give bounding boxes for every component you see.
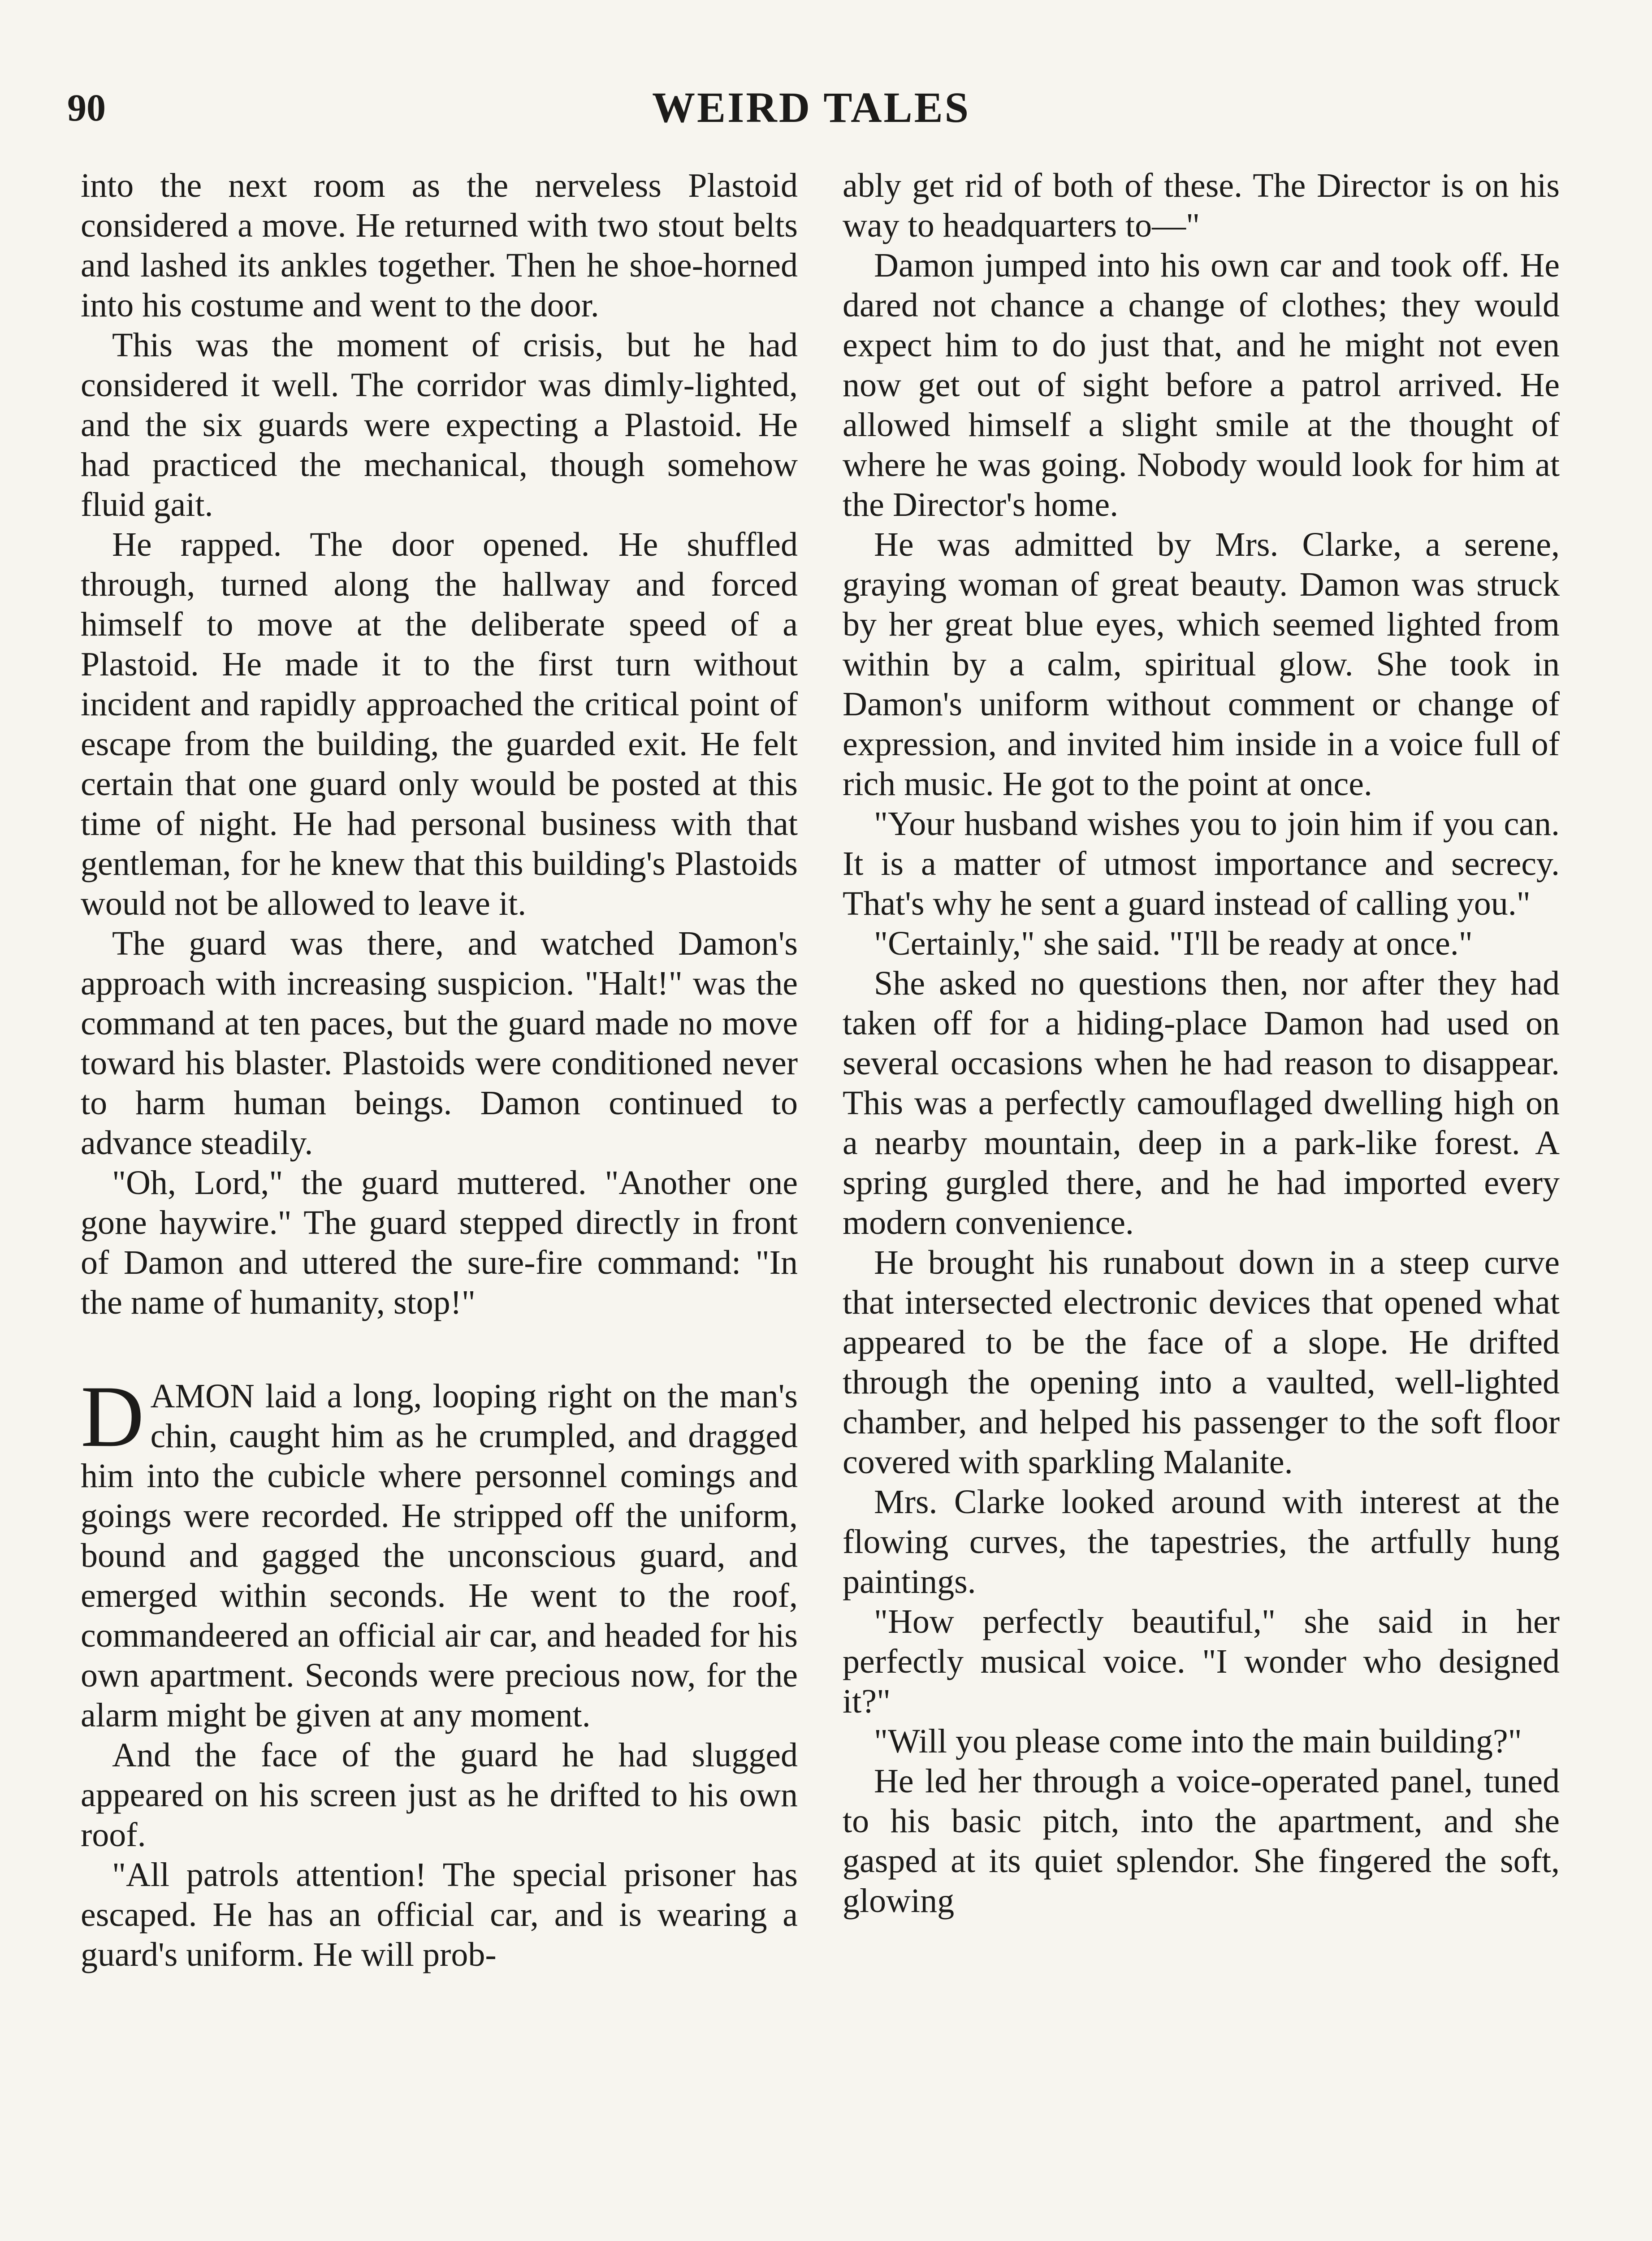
right-column <box>843 166 1560 1921</box>
paragraph: She asked no questions then, nor after they had taken off for a hiding-place Damon had used on several occasions when he had reason to disappear. This was a perfectly camouflaged dwelling high on a nearby mountain, deep in a park-like forest. A spring gurgled there, and he had imported every modern convenience. <box>843 965 1560 1242</box>
page-header <box>67 83 1555 137</box>
paragraph: Damon jumped into his own car and took off. He dared not chance a change of clothes; they would expect him to do just that, and he might not even now get out of sight before a patrol arrived. He allowed himself a slight smile at the thought of where he was going. Nobody would look for him at the Director's home. <box>843 247 1560 523</box>
paragraph: ably get rid of both of these. The Director is on his way to headquarters to—" <box>843 167 1560 244</box>
paragraph: And the face of the guard he had slugged appeared on his screen just as he drifted to his own roof. <box>81 1736 798 1854</box>
paragraph: Mrs. Clarke looked around with interest at the flowing curves, the tapestries, the artfully hung paintings. <box>843 1483 1560 1601</box>
paragraph: "Oh, Lord," the guard muttered. "Another one gone haywire." The guard stepped directly in front of Damon and uttered the sure-fire command: "In the name of humanity, stop!" <box>81 1164 798 1321</box>
paragraph: "Certainly," she said. "I'll be ready at once." <box>874 925 1473 962</box>
paragraph: "How perfectly beautiful," she said in her perfectly musical voice. "I wonder who designed it?" <box>843 1603 1560 1720</box>
paragraph: He was admitted by Mrs. Clarke, a serene, graying woman of great beauty. Damon was struck by her great blue eyes, which seemed lighted from within by a calm, spiritual glow. She took in Damon's uniform without comment or change of expression, and invited him inside in a voice full of rich music. He got to the point at once. <box>843 526 1560 803</box>
paragraph: He rapped. The door opened. He shuffled through, turned along the hallway and forced himself to move at the deliberate speed of a Plastoid. He made it to the first turn without incident and rapidly approached the critical point of escape from the building, the guarded exit. He felt certain that one guard only would be posted at this time of night. He had personal business with that gentleman, for he knew that this building's Plastoids would not be allowed to leave it. <box>81 526 798 922</box>
paragraph: He brought his runabout down in a steep curve that intersected electronic devices that opened what appeared to be the face of a slope. He drifted through the opening into a vaulted, well-lighted chamber, and helped his passenger to the soft floor covered with sparkling Malanite. <box>843 1244 1560 1481</box>
paragraph: "Your husband wishes you to join him if you can. It is a matter of utmost importance and secrecy. That's why he sent a guard instead of calling you." <box>843 805 1560 922</box>
left-column <box>81 166 798 1975</box>
paragraph: This was the moment of crisis, but he had considered it well. The corridor was dimly-lighted, and the six guards were expecting a Plastoid. He had practiced the mechanical, though somehow fluid gait. <box>81 326 798 523</box>
running-title: WEIRD TALES <box>652 83 970 131</box>
paragraph: "Will you please come into the main building?" <box>874 1722 1522 1760</box>
section-text: AMON laid a long, looping right on the man's chin, caught him as he crumpled, and dragged him into the cubicle where personnel comings and goings were recorded. He stripped off the uniform, bound and gagged the unconscious guard, and emerged within seconds. He went to the roof, commandeered an official air car, and headed for his own apartment. Seconds were precious now, for the alarm might be given at any moment. <box>81 1377 798 1734</box>
section-opening-paragraph <box>81 1368 798 1735</box>
paragraph: The guard was there, and watched Damon's approach with increasing suspicion. "Halt!" was the command at ten paces, but the guard made no move toward his blaster. Plastoids were conditioned never to harm human beings. Damon continued to advance steadily. <box>81 925 798 1162</box>
paragraph: "All patrols attention! The special prisoner has escaped. He has an official car, and is wearing a guard's uniform. He will prob- <box>81 1856 798 1973</box>
page-number: 90 <box>67 86 106 129</box>
paragraph: into the next room as the nerveless Plastoid considered a move. He returned with two stout belts and lashed its ankles together. Then he shoe-horned into his costume and went to the door. <box>81 167 798 324</box>
drop-cap: D <box>81 1368 144 1465</box>
paragraph: He led her through a voice-operated panel, tuned to his basic pitch, into the apartment, and she gasped at its quiet splendor. She fingered the soft, glowing <box>843 1762 1560 1920</box>
